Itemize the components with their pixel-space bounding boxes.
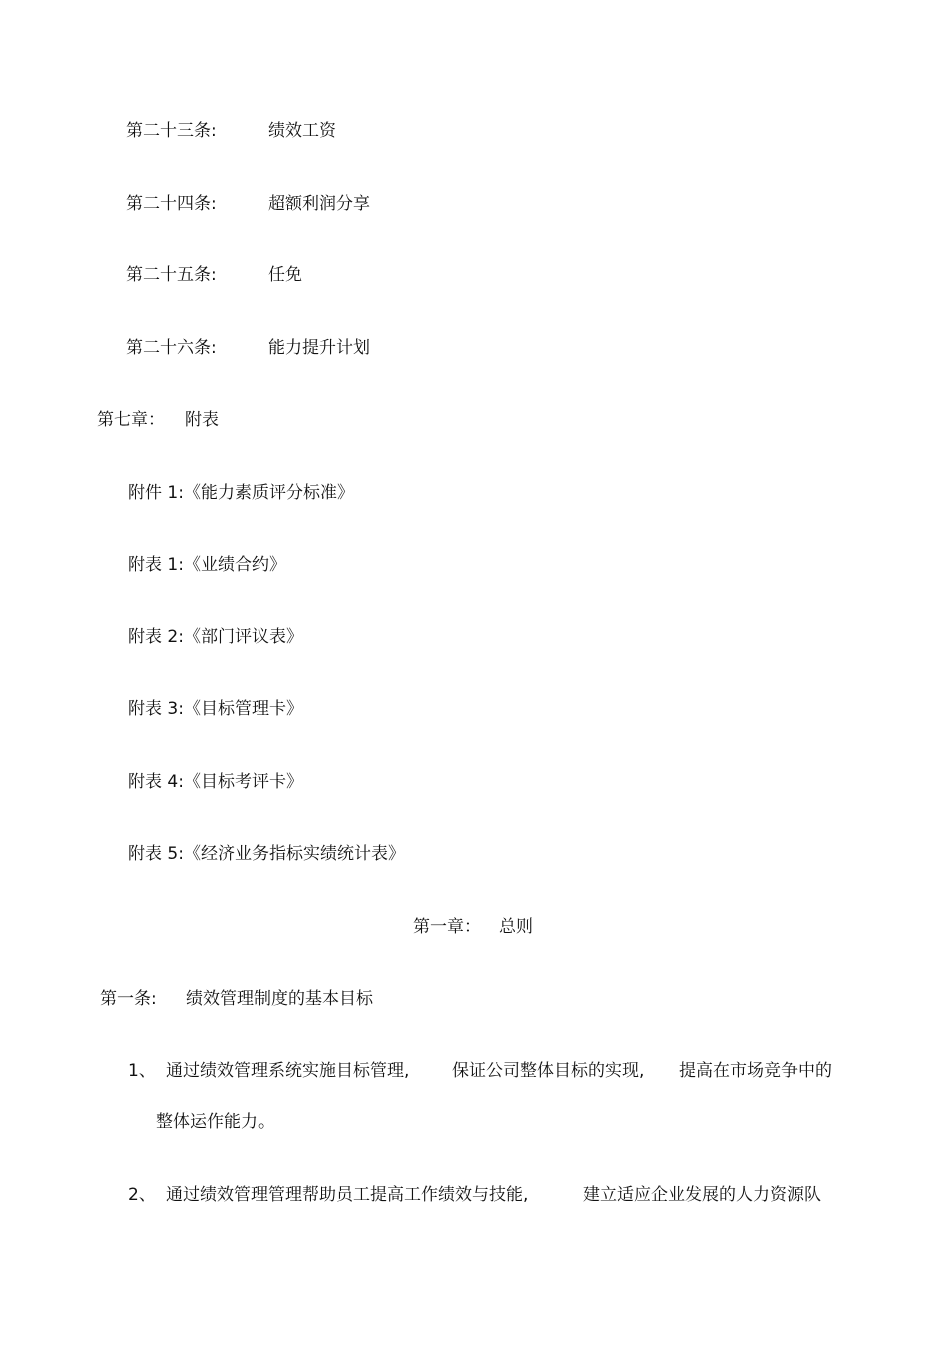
item-1-text-segment-1: 通过绩效管理系统实施目标管理, — [166, 1061, 410, 1081]
toc-article-24-label: 第二十四条: — [126, 194, 217, 214]
chapter1-title: 总则 — [499, 917, 533, 937]
appendix-item: 附表 4:《目标考评卡》 — [128, 772, 303, 792]
toc-article-26-title: 能力提升计划 — [268, 338, 370, 358]
toc-article-26-label: 第二十六条: — [126, 338, 217, 358]
article1-label: 第一条: — [100, 989, 157, 1009]
toc-article-23-label: 第二十三条: — [126, 121, 217, 141]
item-1-number: 1、 — [128, 1061, 156, 1081]
item-1-text-segment-2: 保证公司整体目标的实现, — [452, 1061, 645, 1081]
appendix-item: 附表 5:《经济业务指标实绩统计表》 — [128, 844, 405, 864]
toc-article-25-title: 任免 — [268, 265, 302, 285]
item-2-text-segment-2: 建立适应企业发展的人力资源队 — [583, 1185, 821, 1205]
chapter1-label: 第一章： — [413, 917, 481, 937]
item-2-text-segment-1: 通过绩效管理管理帮助员工提高工作绩效与技能, — [166, 1185, 529, 1205]
appendix-item: 附件 1:《能力素质评分标准》 — [128, 483, 354, 503]
item-1-continuation: 整体运作能力。 — [156, 1112, 275, 1132]
appendix-item: 附表 3:《目标管理卡》 — [128, 699, 303, 719]
appendix-item: 附表 2:《部门评议表》 — [128, 627, 303, 647]
toc-article-23-title: 绩效工资 — [268, 121, 336, 141]
appendix-item: 附表 1:《业绩合约》 — [128, 555, 286, 575]
chapter7-label: 第七章： — [97, 410, 165, 430]
item-2-number: 2、 — [128, 1185, 156, 1205]
chapter7-title: 附表 — [185, 410, 219, 430]
item-1-text-segment-3: 提高在市场竞争中的 — [679, 1061, 832, 1081]
toc-article-24-title: 超额利润分享 — [268, 194, 370, 214]
toc-article-25-label: 第二十五条: — [126, 265, 217, 285]
article1-title: 绩效管理制度的基本目标 — [186, 989, 373, 1009]
